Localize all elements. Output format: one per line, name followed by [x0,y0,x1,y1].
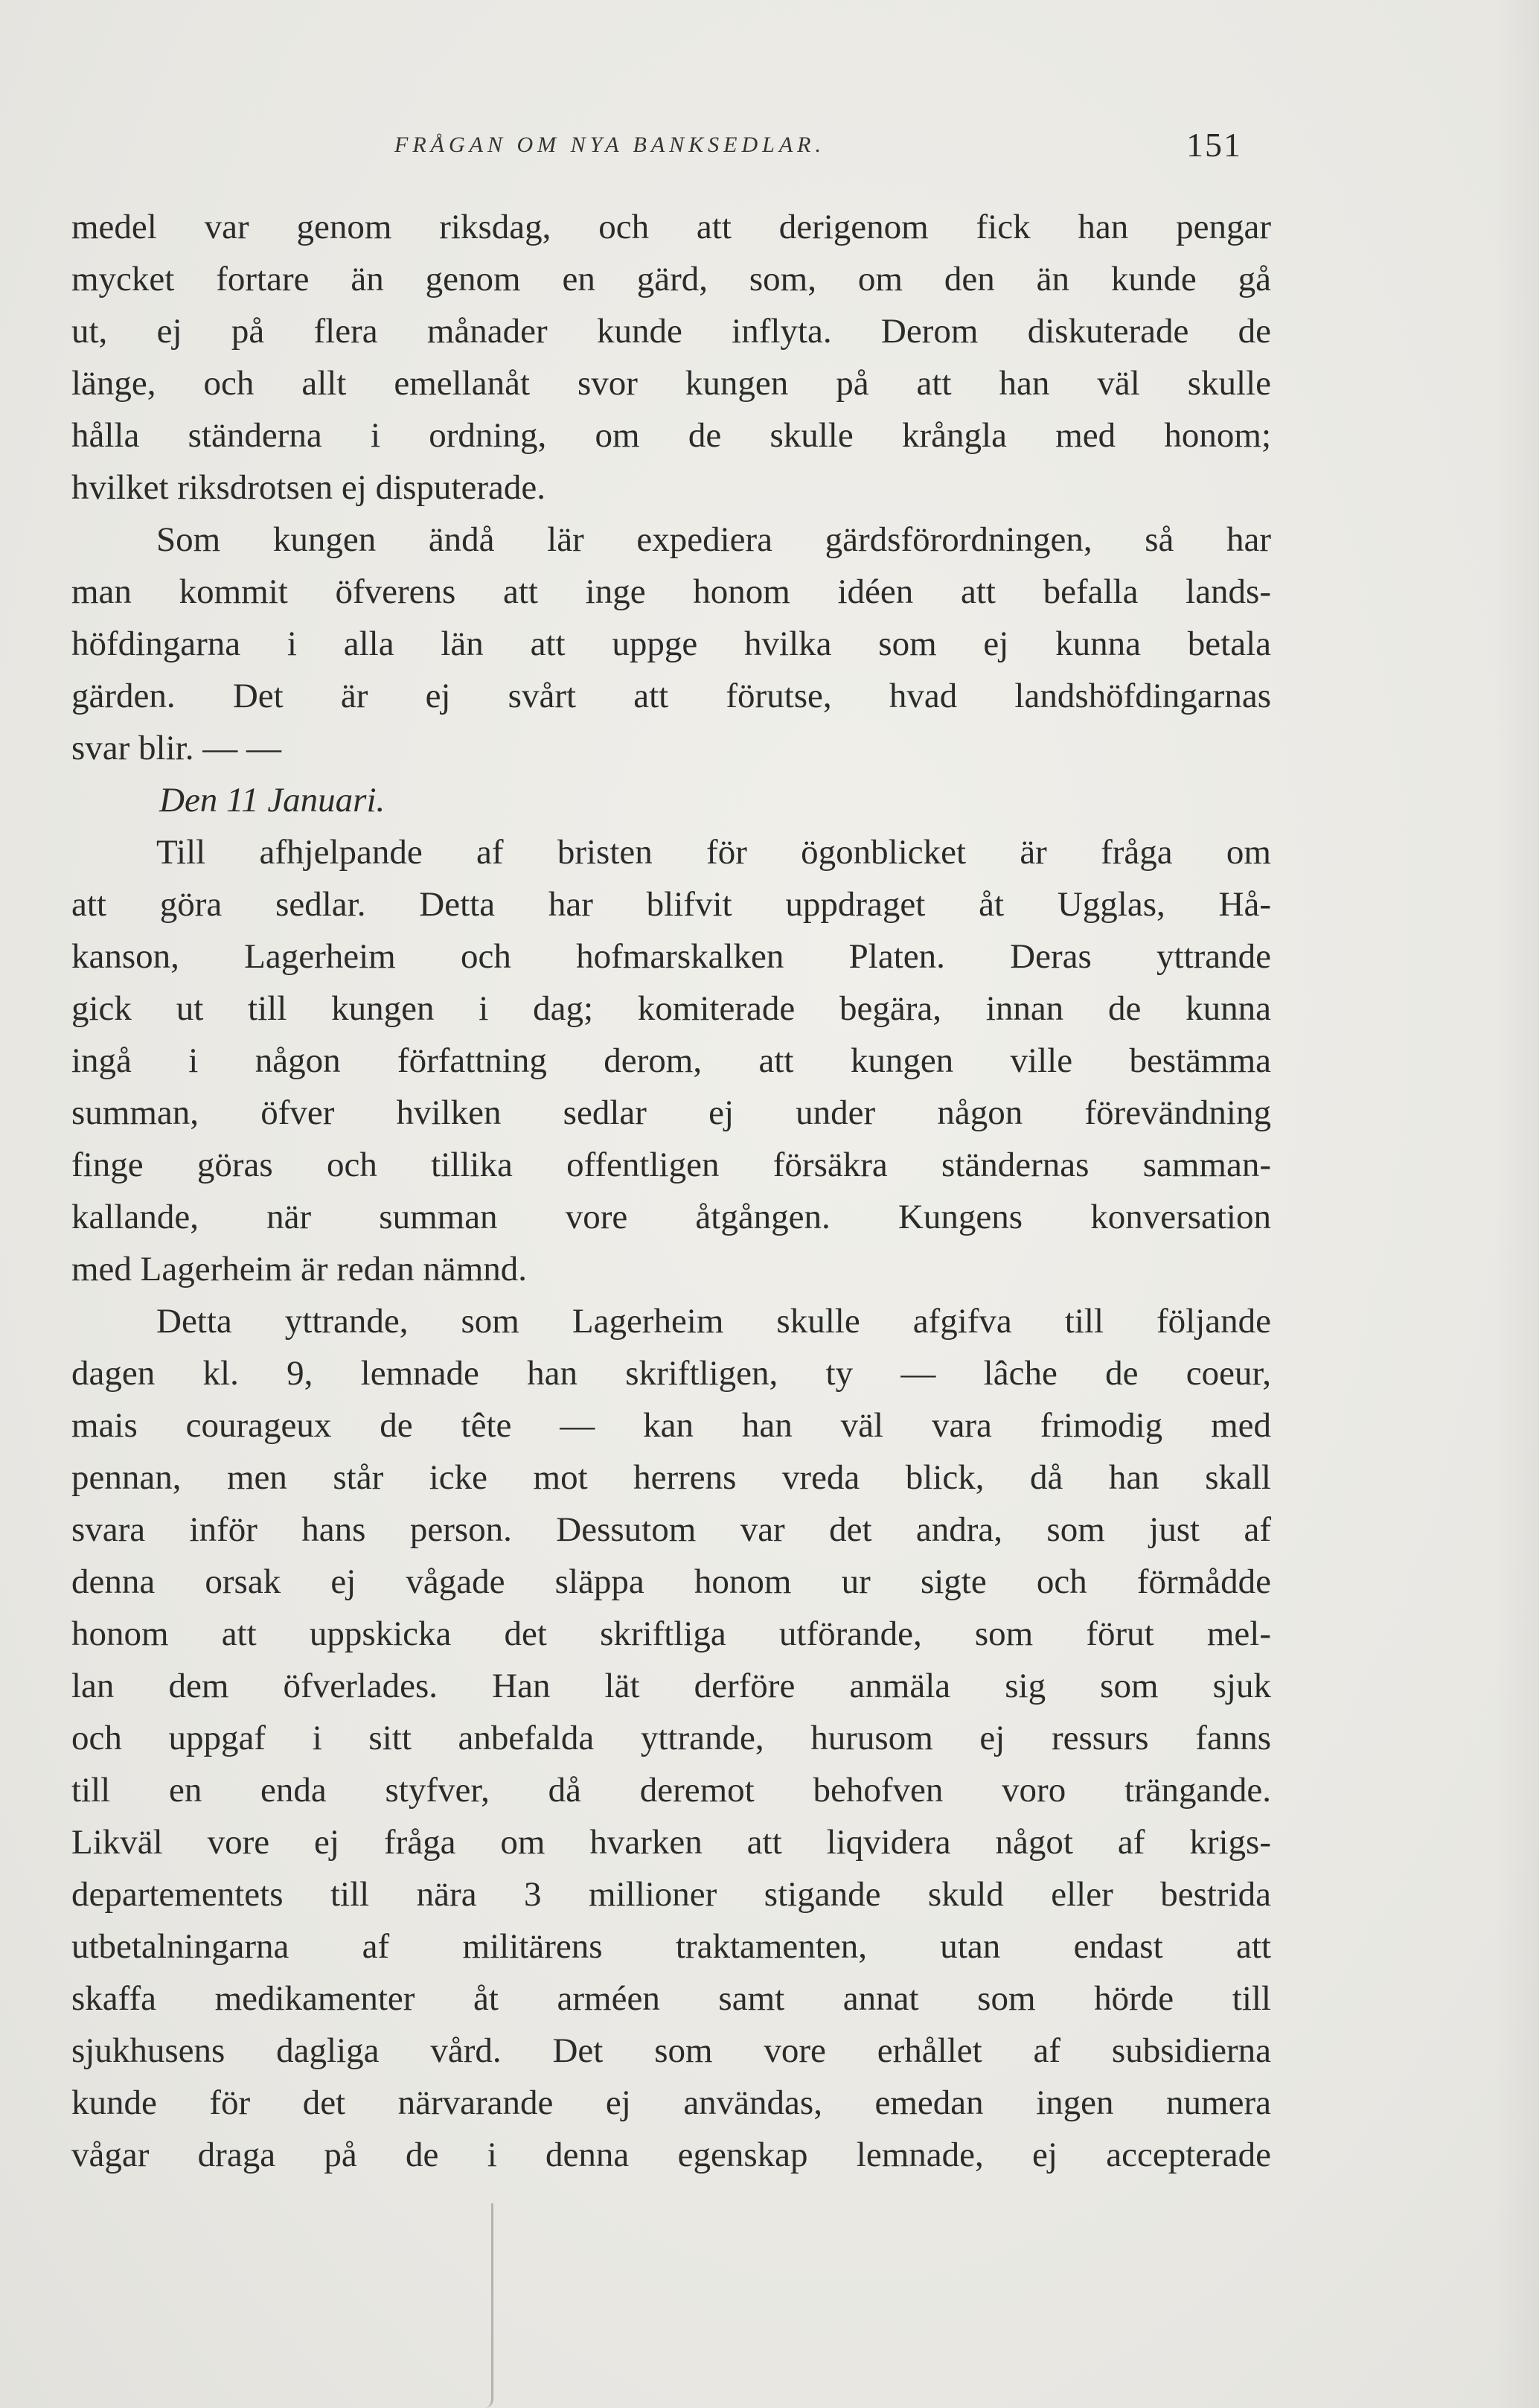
page-number: 151 [1186,126,1242,164]
text-line: höfdingarna i alla län att uppge hvilka som ej kunna betala [71,625,1271,663]
text-line: man kommit öfverens att inge honom idéen att befalla lands- [71,572,1271,611]
scan-edge-mark [476,2203,493,2408]
text-line: medel var genom riksdag, och att derigenom fick han pengar [71,208,1271,246]
text-line: ut, ej på flera månader kunde inflyta. Derom diskuterade de [71,312,1271,351]
text-line: kunde för det närvarande ej användas, emedan ingen numera [71,2083,1271,2122]
text-line: utbetalningarna af militärens traktamenten, utan endast att [71,1927,1271,1966]
text-line: mycket fortare än genom en gärd, som, om den än kunde gå [71,260,1271,298]
text-line: hvilket riksdrotsen ej disputerade. [71,468,545,507]
text-line: pennan, men står icke mot herrens vreda blick, då han skall [71,1458,1271,1497]
text-line: kallande, när summan vore åtgången. Kungens konversation [71,1198,1271,1236]
text-line: mais courageux de tête — kan han väl vara frimodig med [71,1406,1271,1445]
text-line: summan, öfver hvilken sedlar ej under någon förevändning [71,1093,1271,1132]
text-line: lan dem öfverlades. Han lät derföre anmäla sig som sjuk [71,1667,1271,1705]
text-line: departementets till nära 3 millioner stigande skuld eller bestrida [71,1875,1271,1914]
page-header [74,125,1265,170]
text-line: dagen kl. 9, lemnade han skriftligen, ty — lâche de coeur, [71,1354,1271,1393]
text-line: med Lagerheim är redan nämnd. [71,1250,528,1288]
text-line: finge göras och tillika offentligen försäkra ständernas samman- [71,1146,1271,1184]
text-line: Likväl vore ej fråga om hvarken att liqvidera något af krigs- [71,1823,1271,1862]
text-line: sjukhusens dagliga vård. Det som vore erhållet af subsidierna [71,2031,1271,2070]
text-line: gick ut till kungen i dag; komiterade begära, innan de kunna [71,989,1271,1028]
body-text [71,201,1271,2181]
text-line: kanson, Lagerheim och hofmarskalken Platen. Deras yttrande [71,937,1271,976]
text-line: svara inför hans person. Dessutom var det andra, som just af [71,1510,1271,1549]
text-line: att göra sedlar. Detta har blifvit uppdraget åt Ugglas, Hå- [71,885,1271,924]
paragraph-start: Detta yttrande, som Lagerheim skulle afgifva till följande [156,1302,1271,1341]
text-line: skaffa medikamenter åt arméen samt annat som hörde till [71,1979,1271,2018]
text-line: ingå i någon författning derom, att kungen ville bestämma [71,1041,1271,1080]
text-line: vågar draga på de i denna egenskap lemnade, ej accepterade [71,2136,1271,2174]
text-line: gärden. Det är ej svårt att förutse, hvad landshöfdingarnas [71,677,1271,715]
text-line: denna orsak ej vågade släppa honom ur sigte och förmådde [71,1562,1271,1601]
page-edge-shadow [1494,0,1539,2408]
running-title: FRÅGAN OM NYA BANKSEDLAR. [394,132,826,157]
paragraph-start: Till afhjelpande af bristen för ögonblicket är fråga om [156,833,1271,872]
text-line: svar blir. — — [71,729,281,767]
dateline: Den 11 Januari. [159,781,385,820]
text-line: honom att uppskicka det skriftliga utförande, som förut mel- [71,1615,1271,1653]
text-line: och uppgaf i sitt anbefalda yttrande, hurusom ej ressurs fanns [71,1719,1271,1757]
text-line: hålla ständerna i ordning, om de skulle krångla med honom; [71,416,1271,455]
text-line: länge, och allt emellanåt svor kungen på att han väl skulle [71,364,1271,403]
paragraph-start: Som kungen ändå lär expediera gärdsförordningen, så har [156,520,1271,559]
text-line: till en enda styfver, då deremot behofven voro trängande. [71,1771,1271,1810]
